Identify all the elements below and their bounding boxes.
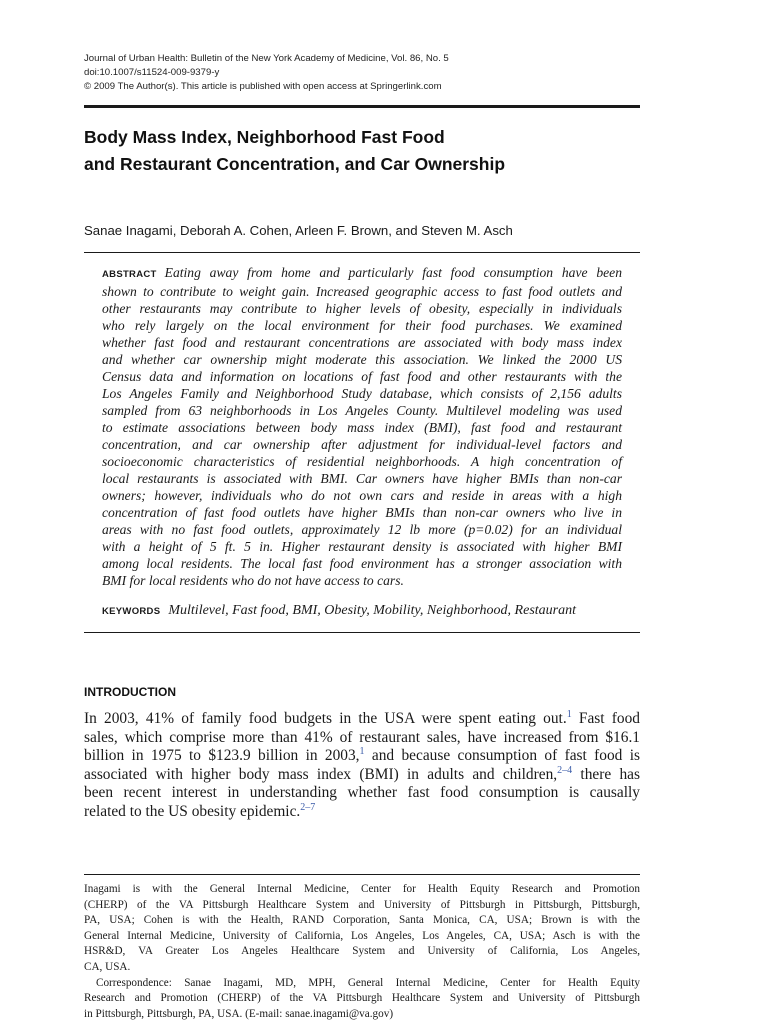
abstract-line: Census data and information on locations of fast food and other restaurants with the (102, 369, 622, 384)
keywords-list: Multilevel, Fast food, BMI, Obesity, Mobility, Neighborhood, Restaurant (168, 603, 576, 618)
journal-meta (84, 52, 640, 94)
journal-citation: Journal of Urban Health: Bulletin of the New York Academy of Medicine, Vol. 86, No. 5 (84, 53, 449, 64)
abstract-line: with a height of 5 ft. 5 in. Higher restaurant density is associated with higher BMI (102, 539, 622, 554)
header-divider (84, 105, 640, 108)
abstract-line: socioeconomic characteristics of residential neighborhoods. A high concentration of (102, 454, 622, 469)
abstract (102, 264, 622, 589)
abstract-line: Los Angeles Family and Neighborhood Study database, which consists of 2,156 adults (102, 386, 622, 401)
abstract-line: and whether car ownership might moderate this association. We linked the 2000 US (102, 352, 622, 367)
section-heading-introduction: INTRODUCTION (84, 685, 176, 699)
abstract-line: shown to contribute to weight gain. Increased geographic access to fast food outlets and (102, 284, 622, 299)
copyright-notice: © 2009 The Author(s). This article is published with open access at Springerlink.com (84, 81, 442, 92)
abstract-line: who rely largely on the local environment for their food purchases. We examined (102, 318, 622, 333)
abstract-bottom-divider (84, 632, 640, 633)
title-line-2: and Restaurant Concentration, and Car Ownership (84, 154, 506, 174)
abstract-line: ABSTRACT Eating away from home and particularly fast food consumption have been (102, 265, 622, 280)
introduction-paragraph (84, 710, 640, 822)
abstract-line: sampled from 63 neighborhoods in Los Angeles County. Multilevel modeling was used (102, 403, 622, 418)
abstract-line: local restaurants is associated with BMI. Car owners have higher BMIs than non-car (102, 471, 622, 486)
affiliation-line: General Internal Medicine, University of California, Los Angeles, Los Angeles, CA, USA; Asch is with the (84, 929, 640, 942)
footnote (84, 882, 640, 1022)
affiliation-line: Inagami is with the General Internal Medicine, Center for Health Equity Research and Promotion (84, 883, 640, 895)
paragraph-line: In 2003, 41% of family food budgets in the USA were spent eating out.$^1$ Fast food (84, 709, 640, 727)
citation-link[interactable]: 1 (566, 709, 572, 720)
paragraph-line: sales, which comprise more than 41% of restaurant sales, have increased from $16.1 (84, 728, 640, 746)
author-list: Sanae Inagami, Deborah A. Cohen, Arleen F. Brown, and Steven M. Asch (84, 223, 513, 238)
footnote-divider (84, 874, 640, 875)
correspondence-line: Research and Promotion (CHERP) of the VA Pittsburgh Healthcare System and University of Pittsburgh (84, 992, 640, 1005)
article-page (84, 0, 640, 1024)
paragraph-line: related to the US obesity epidemic.$^{2-7}$ (84, 801, 316, 820)
title-line-1: Body Mass Index, Neighborhood Fast Food (84, 127, 445, 147)
citation-link[interactable]: 2–7 (300, 801, 316, 813)
doi[interactable]: doi:10.1007/s11524-009-9379-y (84, 67, 220, 78)
citation-link[interactable]: 2–4 (557, 764, 573, 776)
paragraph-line: billion in 1975 to $123.9 billion in 2003,$^1$ and because consumption of fast food is (84, 746, 640, 765)
paragraph-line: been recent interest in understanding whether fast food consumption is causally (84, 784, 640, 802)
affiliation-line: (CHERP) of the VA Pittsburgh Healthcare System and University of Pittsburgh in Pittsburgh, Pittsburgh, (84, 898, 640, 911)
affiliation-line: PA, USA; Cohen is with the Health, RAND Corporation, Santa Monica, CA, USA; Brown is with the (84, 914, 640, 927)
abstract-line: areas with no fast food outlets, approximately 12 lb more (p=0.02) for an individual (102, 522, 622, 537)
abstract-line: concentration, and car ownership after adjustment for individual-level factors and (102, 437, 622, 452)
keywords (102, 602, 622, 621)
citation-link[interactable]: 1 (359, 746, 365, 758)
correspondence-line: in Pittsburgh, Pittsburgh, PA, USA. (E-mail: sanae.inagami@va.gov) (84, 1007, 394, 1020)
abstract-line: to estimate associations between body mass index (BMI), fast food and restaurant (102, 420, 622, 435)
abstract-label: ABSTRACT (102, 269, 157, 280)
correspondence-line: Correspondence: Sanae Inagami, MD, MPH, General Internal Medicine, Center for Health Equity (96, 976, 640, 989)
abstract-line: owners; however, individuals who do not own cars and reside in areas with a high (102, 488, 622, 503)
abstract-line: among local residents. The local fast food environment has a stronger association with (102, 556, 622, 571)
abstract-top-divider (84, 252, 640, 253)
abstract-line: concentration of fast food outlets have higher BMIs than non-car owners who live in (102, 505, 622, 520)
affiliation-line: CA, USA. (84, 960, 131, 973)
abstract-line: BMI for local residents who do not have access to cars. (102, 573, 404, 588)
abstract-line: other restaurants may contribute to higher levels of obesity, especially in individuals (102, 301, 622, 316)
paragraph-line: associated with higher body mass index (BMI) in adults and children,$^{2-4}$ there has (84, 764, 640, 783)
abstract-line: whether fast food and restaurant concentrations are associated with body mass index (102, 335, 622, 350)
article-title (84, 124, 640, 178)
affiliation-line: HSR&D, VA Greater Los Angeles Healthcare System and University of California, Los Angeles, (84, 945, 640, 958)
keywords-label: KEYWORDS (102, 606, 161, 617)
